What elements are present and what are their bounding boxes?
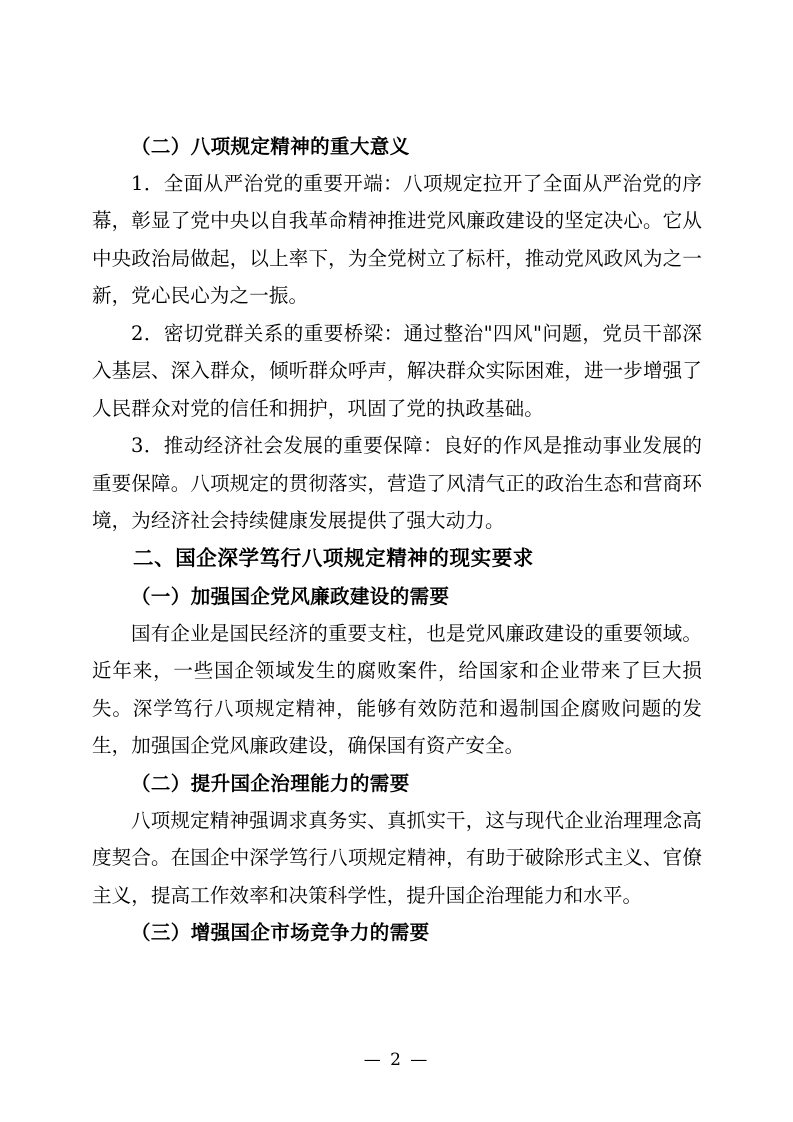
- section-heading-2-2b: （二）提升国企治理能力的需要: [131, 771, 410, 795]
- paragraph-governance: 八项规定精神强调求真务实、真抓实干，这与现代企业治理理念高度契合。在国企中深学笃行八项规定精神，有助于破除形式主义、官僚主义，提高工作效率和决策科学性，提升国企治理能力和水平。: [92, 808, 702, 907]
- section-heading-2-2: （二）八项规定精神的重大意义: [131, 135, 410, 158]
- paragraph-soe-integrity: 国有企业是国民经济的重要支柱，也是党风廉政建设的重要领域。近年来，一些国企领域发生的腐败案件，给国家和企业带来了巨大损失。深学笃行八项规定精神，能够有效防范和遏制国企腐败问题的发生，加强国企党风廉政建设，确保国有资产安全。: [92, 622, 702, 758]
- section-heading-2-3: （三）增强国企市场竞争力的需要: [131, 921, 430, 945]
- section-heading-2-1: （一）加强国企党风廉政建设的需要: [131, 584, 450, 608]
- document-body: [92, 128, 702, 951]
- paragraph-item-3: 3．推动经济社会发展的重要保障：良好的作风是推动事业发展的重要保障。八项规定的贯彻落实，营造了风清气正的政治生态和营商环境，为经济社会持续健康发展提供了强大动力。: [92, 434, 702, 532]
- paragraph-item-2: 2．密切党群关系的重要桥梁：通过整治"四风"问题，党员干部深入基层、深入群众，倾听群众呼声，解决群众实际困难，进一步增强了人民群众对党的信任和拥护，巩固了党的执政基础。: [92, 321, 702, 420]
- page-number: — 2 —: [363, 1050, 430, 1070]
- section-heading-2: 二、国企深学笃行八项规定精神的现实要求: [133, 546, 534, 571]
- paragraph-item-1: 1．全面从严治党的重要开端：八项规定拉开了全面从严治党的序幕，彰显了党中央以自我革命精神推进党风廉政建设的坚定决心。它从中央政治局做起，以上率下，为全党树立了标杆，推动党风政风为之一新，党心民心为之一振。: [92, 172, 702, 308]
